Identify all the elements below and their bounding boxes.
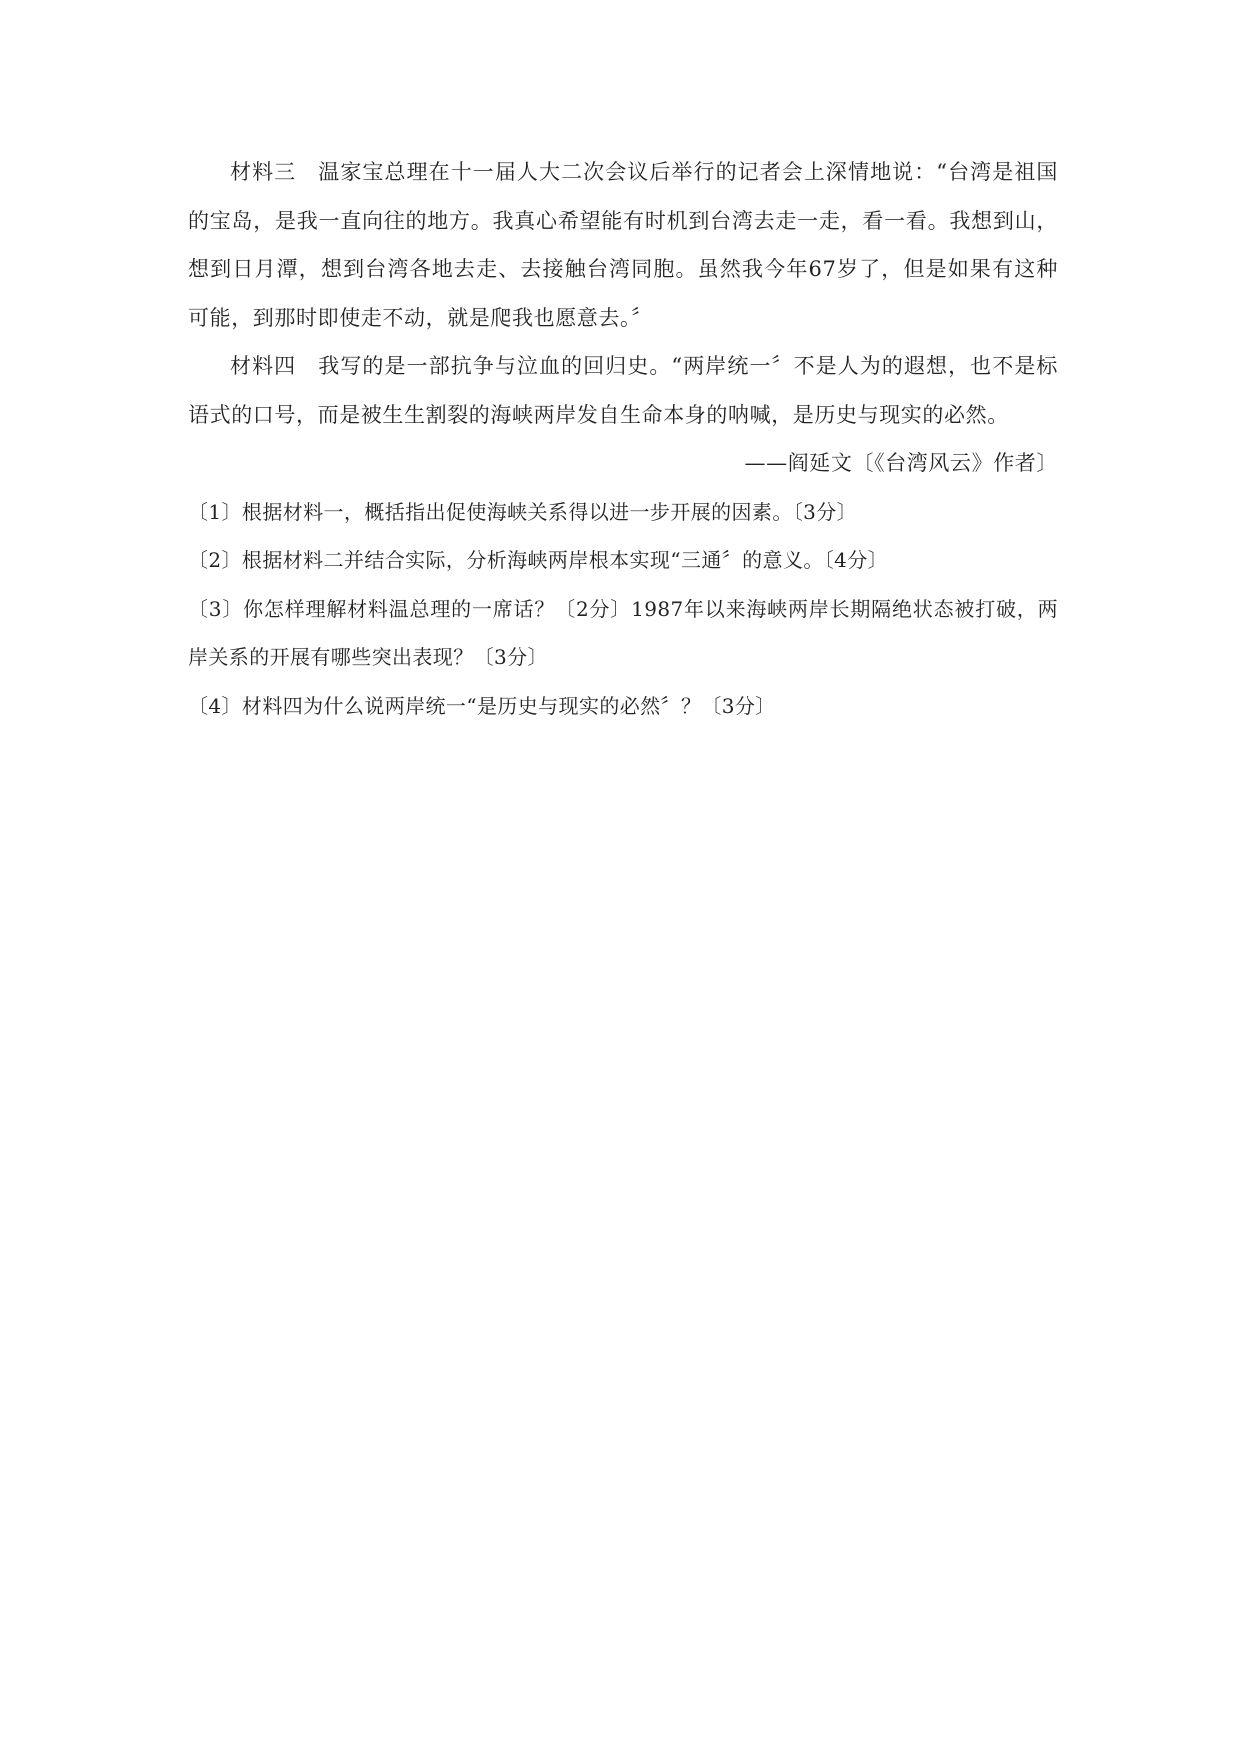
question-2: 〔2〕根据材料二并结合实际，分析海峡两岸根本实现“三通〞的意义。〔4分〕 [188, 548, 889, 572]
material-four-paragraph: 材料四 我写的是一部抗争与泣血的回归史。“两岸统一〞不是人为的遐想，也不是标语式的口号，而是被生生割裂的海峡两岸发自生命本身的呐喊，是历史与现实的必然。 [188, 354, 1058, 427]
question-4: 〔4〕材料四为什么说两岸统一“是历史与现实的必然〞？〔3分〕 [188, 693, 776, 718]
question-3: 〔3〕你怎样理解材料温总理的一席话？〔2分〕1987年以来海峡两岸长期隔绝状态被打破，两岸关系的开展有哪些突出表现？〔3分〕 [188, 596, 1058, 669]
question-1: 〔1〕根据材料一，概括指出促使海峡关系得以进一步开展的因素。〔3分〕 [188, 499, 858, 524]
question-list [188, 488, 1058, 731]
material-four-attribution: ——阎延文〔《台湾风云》作者〕 [744, 451, 1058, 475]
material-three-paragraph: 材料三 温家宝总理在十一届人大二次会议后举行的记者会上深情地说：“台湾是祖国的宝岛，是我一直向往的地方。我真心希望能有时机到台湾去走一走，看一看。我想到山，想到日月潭，想到台湾各地去走、去接触台湾同胞。虽然我今年67岁了，但是如果有这种可能，到那时即使走不动，就是爬我也愿意去。〞 [188, 160, 1058, 330]
document-content [188, 148, 1058, 730]
